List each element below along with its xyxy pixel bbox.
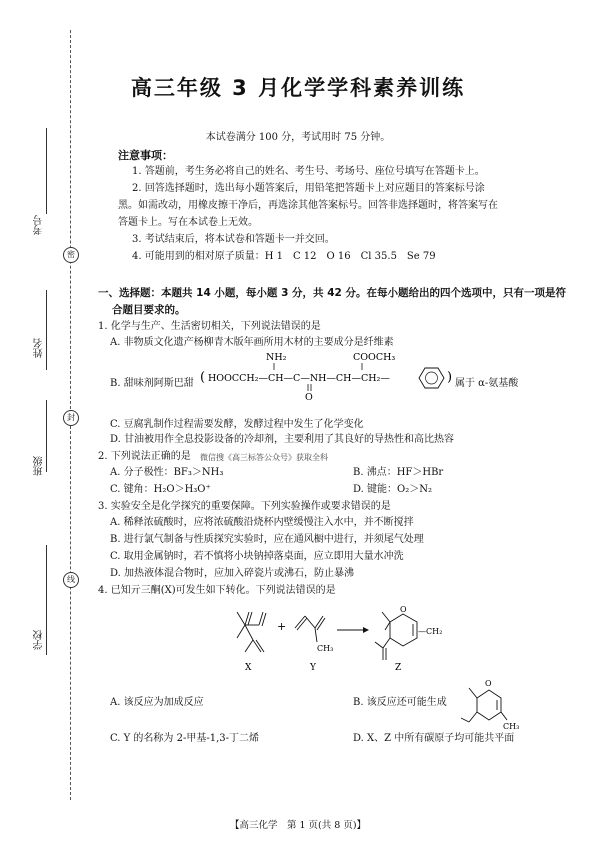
label-ch3: CH₃ [317, 644, 334, 653]
q3-option-d: D. 加热液体混合物时，应加入碎瓷片或沸石，防止暴沸 [110, 568, 355, 579]
compound-z [375, 612, 417, 660]
note-item: 答题卡上。写在本试卷上无效。 [118, 217, 258, 228]
q4-option-c: C. Y 的名称为 2-甲基-1,3-丁二烯 [110, 733, 260, 744]
q2-option-d: D. 键能：O₂＞N₂ [353, 484, 432, 495]
main-chain: HOOCCH₂—CH—C—NH—CH—CH₂— [208, 373, 390, 384]
q4-stem: 4. 已知亓三酮(X)可发生如下转化。下列说法错误的是 [98, 585, 336, 596]
q2-option-b: B. 沸点：HF＞HBr [353, 467, 444, 478]
seal-xian: 线 [63, 572, 79, 588]
section-heading-line: 合题目要求的。 [112, 304, 186, 316]
label-ch2: —CH₂ [418, 627, 443, 636]
aspartame-structure [200, 350, 540, 402]
q1-stem: 1. 化学与生产、生活密切相关，下列说法错误的是 [98, 321, 321, 332]
label-ring-o-b: O [485, 679, 492, 688]
note-item: 2. 回答选择题时，选出每小题答案后，用铅笔把答题卡上对应题目的答案标号涂 [132, 183, 485, 194]
reaction-scheme [225, 600, 455, 675]
q3-option-a: A. 稀释浓硫酸时，应将浓硫酸沿烧杯内壁缓慢注入水中，并不断搅拌 [110, 517, 414, 528]
q4-option-b: B. 该反应还可能生成 [353, 697, 447, 708]
q2-stem: 2. 下列说法正确的是 [98, 451, 191, 462]
seal-feng: 封 [63, 410, 79, 426]
notes-block [118, 163, 528, 265]
notes-heading: 注意事项： [118, 149, 173, 162]
compound-x [237, 612, 266, 652]
class-label: 班级 [34, 456, 45, 476]
note-item: 3. 考试结束后，将本试卷和答题卡一并交回。 [132, 234, 335, 245]
note-item: 4. 可能用到的相对原子质量：H 1 C 12 O 16 Cl 35.5 Se 79 [132, 251, 436, 262]
seal-mi: 密 [63, 247, 79, 263]
label-ring-o: O [400, 605, 407, 614]
q2-option-a: A. 分子极性：BF₃＞NH₃ [110, 467, 224, 478]
note-item: 1. 答题前，考生务必将自己的姓名、考生号、考场号、座位号填写在答题卡上。 [132, 166, 485, 177]
nh2-group: NH₂ [266, 352, 287, 363]
q1-option-a: A. 非物质文化遗产杨柳青木版年画所用木材的主要成分是纤维素 [110, 337, 394, 348]
name-rule [46, 290, 47, 370]
spiro-product-structure [455, 670, 530, 730]
q2-option-c: C. 键角：H₂O＞H₃O⁺ [110, 484, 211, 495]
q1-option-c: C. 豆腐乳制作过程需要发酵，发酵过程中发生了化学变化 [110, 419, 364, 430]
carbonyl-o: O [305, 392, 313, 402]
paren-close: ) [447, 370, 453, 385]
cooch3-group: COOCH₃ [353, 352, 396, 363]
q3-stem: 3. 实验安全是化学探究的重要保障。下列实验操作或要求错误的是 [98, 501, 391, 512]
compound-y [295, 616, 325, 642]
label-x: X [245, 663, 252, 673]
school-label: 学校 [34, 630, 45, 650]
q3-option-c: C. 取用金属钠时，若不慎将小块钠掉落桌面，应立即用大量水冲洗 [110, 551, 404, 562]
page-footer: 【高三化学 第 1 页(共 8 页)】 [229, 820, 367, 831]
label-y: Y [310, 663, 316, 673]
exam-info: 本试卷满分 100 分，考试用时 75 分钟。 [205, 132, 391, 143]
q1-option-b-prefix: B. 甜味剂阿斯巴甜 [110, 378, 194, 389]
section-heading [98, 285, 566, 319]
name-label: 姓名 [34, 338, 45, 358]
note-item: 黑。如需改动，用橡皮擦干净后，再选涂其他答案标号。回答非选择题时，将答案写在 [118, 200, 498, 211]
plus-sign: + [277, 620, 287, 633]
q1-option-b-suffix: 属于 α-氨基酸 [455, 378, 519, 389]
q4-option-a: A. 该反应为加成反应 [110, 697, 204, 708]
section-heading-line: 一、选择题：本题共 14 小题，每小题 3 分，共 42 分。在每小题给出的四个选项中，只有一项是符 [98, 287, 566, 299]
exam-number-label: 考号 [34, 215, 45, 235]
q3-option-b: B. 进行氯气制备与性质探究实验时，应在通风橱中进行，并须尾气处理 [110, 534, 424, 545]
q4-option-d: D. X、Z 中所有碳原子均可能共平面 [353, 733, 515, 744]
q1-option-d: D. 甘油被用作全息投影设备的冷却剂，主要利用了其良好的导热性和高比热容 [110, 434, 455, 445]
benzene-ring [419, 368, 444, 388]
label-ch3-b: CH₃ [503, 722, 520, 730]
paren-open: ( [200, 370, 206, 385]
label-z: Z [395, 663, 402, 673]
watermark-text: 微信搜《高三标答公众号》获取全科 [200, 453, 328, 462]
page-title: 高三年级 3 月化学学科素养训练 [130, 76, 466, 100]
